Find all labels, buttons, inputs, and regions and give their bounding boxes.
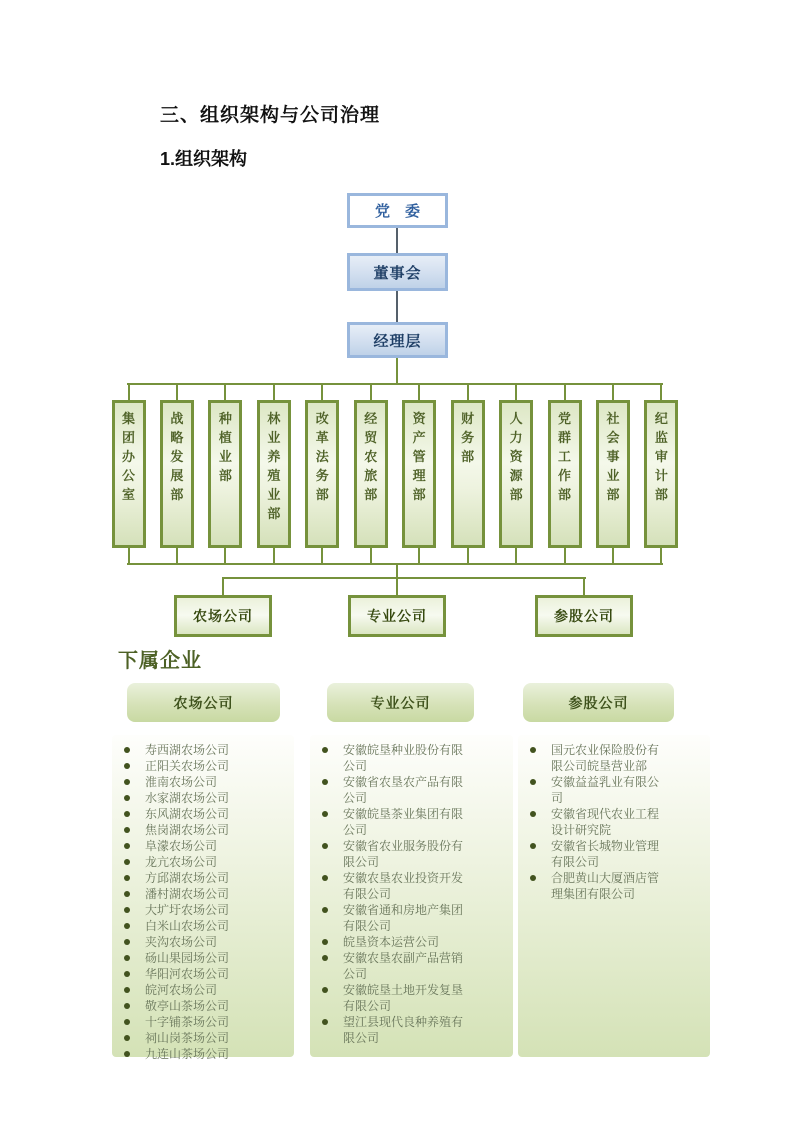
connector-line — [564, 548, 566, 563]
list-item-label: 安徽益益乳业有限公司 — [551, 775, 660, 805]
dept-box — [548, 400, 582, 548]
connector-line — [370, 548, 372, 563]
connector-line — [222, 577, 224, 595]
list-item — [145, 838, 250, 854]
column-header: 参股公司 — [523, 683, 674, 722]
connector-line — [128, 383, 130, 400]
list-item — [145, 870, 250, 886]
dept-box — [596, 400, 630, 548]
connector-line — [396, 291, 398, 322]
list-item — [145, 1030, 250, 1046]
bullet-icon — [124, 747, 130, 753]
node-board-of-directors: 董事会 — [347, 253, 448, 291]
list-item — [343, 934, 469, 950]
list-item-label: 东风湖农场公司 — [145, 807, 230, 821]
connector-line — [515, 383, 517, 400]
list-item-label: 淮南农场公司 — [145, 775, 218, 789]
list-item-label: 白米山农场公司 — [145, 919, 230, 933]
list-item-label: 方邱湖农场公司 — [145, 871, 230, 885]
list-item-label: 望江县现代良种养殖有限公司 — [343, 1015, 464, 1045]
dept-box-label: 资产管理部 — [412, 411, 426, 502]
list-item-label: 正阳关农场公司 — [145, 759, 230, 773]
dept-box — [112, 400, 146, 548]
bullet-icon — [124, 971, 130, 977]
list-item — [551, 742, 666, 774]
list-item — [343, 1014, 469, 1046]
bullet-icon — [124, 891, 130, 897]
list-item — [145, 902, 250, 918]
list-item-label: 夹沟农场公司 — [145, 935, 218, 949]
list-item — [145, 758, 250, 774]
company-group-box: 专业公司 — [348, 595, 446, 637]
bullet-icon — [124, 859, 130, 865]
list-item-label: 砀山果园场公司 — [145, 951, 230, 965]
list-item — [145, 950, 250, 966]
list-item — [145, 982, 250, 998]
list-item-label: 十字铺茶场公司 — [145, 1015, 230, 1029]
dept-box-label: 改革法务部 — [315, 411, 329, 502]
bullet-icon — [322, 907, 328, 913]
dept-box-label: 社会事业部 — [606, 411, 620, 502]
list-item — [551, 870, 666, 902]
bullet-icon — [124, 987, 130, 993]
connector-line — [224, 383, 226, 400]
list-item-label: 安徽省农业服务股份有限公司 — [343, 839, 464, 869]
bullet-icon — [124, 1035, 130, 1041]
list-item-label: 寿西湖农场公司 — [145, 743, 230, 757]
section-title: 三、组织架构与公司治理 — [160, 105, 381, 126]
company-list — [112, 735, 294, 1062]
list-item — [145, 966, 250, 982]
list-item — [145, 774, 250, 790]
list-item-label: 安徽农垦农业投资开发有限公司 — [343, 871, 464, 901]
connector-line — [321, 383, 323, 400]
connector-line — [224, 548, 226, 563]
connector-line — [273, 383, 275, 400]
connector-line — [176, 548, 178, 563]
list-item — [343, 902, 469, 934]
connector-line — [612, 383, 614, 400]
connector-line — [418, 548, 420, 563]
connector-line — [418, 383, 420, 400]
list-item — [145, 790, 250, 806]
bullet-icon — [124, 843, 130, 849]
list-item — [343, 982, 469, 1014]
bullet-icon — [530, 747, 536, 753]
connector-line — [583, 577, 585, 595]
subsidiary-column — [112, 735, 294, 1061]
connector-line — [396, 228, 398, 253]
list-item-label: 敬亭山茶场公司 — [145, 999, 230, 1013]
dept-box — [257, 400, 291, 548]
list-item-label: 焦岗湖农场公司 — [145, 823, 230, 837]
dept-box-label: 种植业部 — [218, 411, 232, 483]
subsidiary-column — [310, 735, 513, 1057]
bullet-icon — [322, 1019, 328, 1025]
list-item-label: 安徽皖垦土地开发复垦有限公司 — [343, 983, 464, 1013]
bullet-icon — [530, 875, 536, 881]
list-item — [343, 870, 469, 902]
list-item-label: 大圹圩农场公司 — [145, 903, 230, 917]
subsidiaries-heading: 下属企业 — [118, 650, 202, 672]
bullet-icon — [124, 811, 130, 817]
connector-line — [467, 383, 469, 400]
bullet-icon — [124, 1019, 130, 1025]
list-item — [343, 950, 469, 982]
list-item — [145, 822, 250, 838]
connector-line — [467, 548, 469, 563]
bullet-icon — [322, 955, 328, 961]
column-header: 专业公司 — [327, 683, 474, 722]
connector-line — [370, 383, 372, 400]
list-item-label: 龙亢农场公司 — [145, 855, 218, 869]
company-list — [310, 735, 513, 1046]
dept-box — [451, 400, 485, 548]
list-item-label: 华阳河农场公司 — [145, 967, 230, 981]
connector-line — [127, 383, 663, 385]
bullet-icon — [124, 955, 130, 961]
list-item — [145, 934, 250, 950]
dept-box — [305, 400, 339, 548]
bullet-icon — [124, 763, 130, 769]
list-item — [343, 742, 469, 774]
bullet-icon — [530, 811, 536, 817]
bullet-icon — [322, 843, 328, 849]
list-item — [145, 742, 250, 758]
list-item-label: 安徽皖垦种业股份有限公司 — [343, 743, 464, 773]
bullet-icon — [124, 939, 130, 945]
bullet-icon — [322, 987, 328, 993]
dept-box-label: 林业养殖业部 — [267, 411, 281, 521]
bullet-icon — [322, 811, 328, 817]
list-item — [343, 806, 469, 838]
list-item-label: 九连山茶场公司 — [145, 1047, 230, 1061]
list-item — [551, 774, 666, 806]
dept-box — [644, 400, 678, 548]
connector-line — [660, 548, 662, 563]
list-item-label: 合肥黄山大厦酒店管理集团有限公司 — [551, 871, 660, 901]
dept-box — [499, 400, 533, 548]
bullet-icon — [322, 939, 328, 945]
dept-box-label: 财务部 — [461, 411, 475, 464]
column-header: 农场公司 — [127, 683, 280, 722]
list-item-label: 安徽省长城物业管理有限公司 — [551, 839, 660, 869]
connector-line — [222, 577, 586, 579]
company-list — [518, 735, 710, 902]
bullet-icon — [124, 923, 130, 929]
bullet-icon — [322, 779, 328, 785]
dept-box — [402, 400, 436, 548]
subsidiary-column — [518, 735, 710, 1057]
dept-box-label: 党群工作部 — [558, 411, 572, 502]
list-item — [145, 918, 250, 934]
connector-line — [396, 577, 398, 595]
dept-box-label: 战略发展部 — [170, 411, 184, 502]
list-item — [145, 886, 250, 902]
dept-box-label: 人力资源部 — [509, 411, 523, 502]
dept-box — [160, 400, 194, 548]
list-item — [551, 838, 666, 870]
connector-line — [128, 548, 130, 563]
bullet-icon — [322, 747, 328, 753]
connector-line — [612, 548, 614, 563]
list-item-label: 皖河农场公司 — [145, 983, 218, 997]
bullet-icon — [124, 1051, 130, 1057]
list-item — [145, 998, 250, 1014]
company-group-box: 农场公司 — [174, 595, 272, 637]
list-item-label: 祠山岗茶场公司 — [145, 1031, 230, 1045]
connector-line — [515, 548, 517, 563]
list-item-label: 皖垦资本运营公司 — [343, 935, 440, 949]
dept-box-label: 纪监审计部 — [654, 411, 668, 502]
list-item — [551, 806, 666, 838]
bullet-icon — [124, 875, 130, 881]
dept-box-label: 集团办公室 — [121, 411, 135, 502]
node-management-layer: 经理层 — [347, 322, 448, 358]
list-item — [145, 1046, 250, 1062]
connector-line — [273, 548, 275, 563]
connector-line — [660, 383, 662, 400]
list-item-label: 安徽省现代农业工程设计研究院 — [551, 807, 660, 837]
list-item — [343, 774, 469, 806]
subsection-title: 1.组织架构 — [160, 149, 248, 169]
node-party-committee: 党 委 — [347, 193, 448, 228]
list-item — [145, 806, 250, 822]
dept-box-label: 经贸农旅部 — [364, 411, 378, 502]
list-item-label: 安徽省农垦农产品有限公司 — [343, 775, 464, 805]
dept-box — [208, 400, 242, 548]
list-item-label: 阜濛农场公司 — [145, 839, 218, 853]
bullet-icon — [124, 827, 130, 833]
connector-line — [396, 358, 398, 383]
bullet-icon — [124, 779, 130, 785]
bullet-icon — [322, 875, 328, 881]
bullet-icon — [124, 1003, 130, 1009]
bullet-icon — [530, 843, 536, 849]
list-item-label: 水家湖农场公司 — [145, 791, 230, 805]
list-item-label: 安徽省通和房地产集团有限公司 — [343, 903, 464, 933]
bullet-icon — [124, 795, 130, 801]
connector-line — [127, 563, 663, 565]
list-item-label: 潘村湖农场公司 — [145, 887, 230, 901]
list-item — [343, 838, 469, 870]
list-item-label: 国元农业保险股份有限公司皖垦营业部 — [551, 743, 660, 773]
connector-line — [176, 383, 178, 400]
list-item-label: 安徽皖垦茶业集团有限公司 — [343, 807, 464, 837]
connector-line — [321, 548, 323, 563]
list-item — [145, 1014, 250, 1030]
connector-line — [564, 383, 566, 400]
dept-box — [354, 400, 388, 548]
bullet-icon — [124, 907, 130, 913]
company-group-box: 参股公司 — [535, 595, 633, 637]
bullet-icon — [530, 779, 536, 785]
list-item-label: 安徽农垦农副产品营销公司 — [343, 951, 464, 981]
list-item — [145, 854, 250, 870]
